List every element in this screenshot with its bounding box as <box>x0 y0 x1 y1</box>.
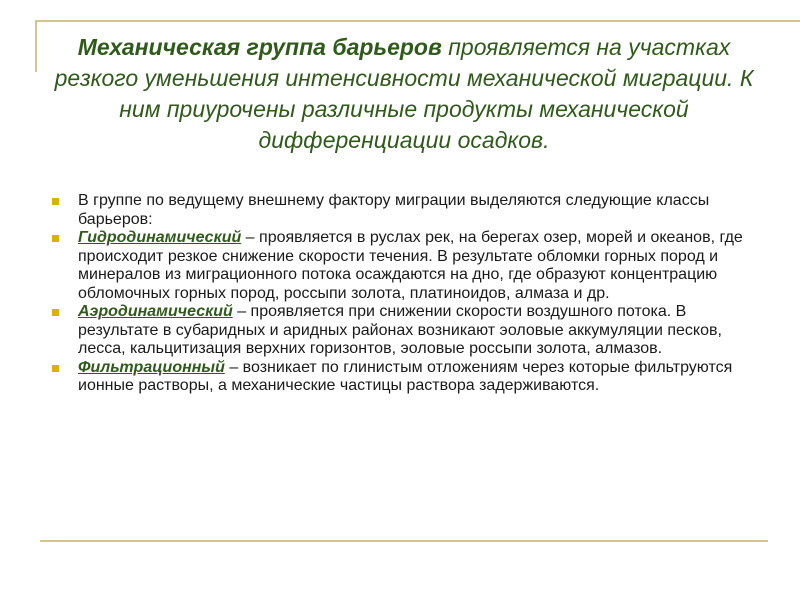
bullet-list <box>52 192 752 396</box>
item-text: – возникает по глинистым отложениям через которые фильтруются ионные растворы, а механические частицы раствора задерживаются. <box>78 358 733 394</box>
square-bullet-icon <box>52 365 59 372</box>
term-filtration: Фильтрационный <box>78 358 225 376</box>
item-text: В группе по ведущему внешнему фактору миграции выделяются следующие классы барьеров: <box>78 192 710 228</box>
square-bullet-icon <box>52 309 59 316</box>
list-item <box>52 229 752 303</box>
square-bullet-icon <box>52 198 59 205</box>
frame-bottom-line <box>40 540 768 542</box>
slide-title <box>52 32 756 156</box>
title-rest: проявляется на участках резкого уменьшения интенсивности механической миграции. К ним приурочены различные продукты механической дифференциации осадков. <box>54 34 754 153</box>
item-text: – проявляется при снижении скорости воздушного потока. В результате в субаридных и аридных районах возникают эоловые аккумуляции песков, лесса, кальцитизация верхних горизонтов, эоловые россыпи золота, алмазов. <box>78 303 722 357</box>
list-item <box>52 192 752 229</box>
frame-left-line <box>35 20 37 72</box>
list-item <box>52 359 752 396</box>
list-item <box>52 303 752 359</box>
term-hydrodynamic: Гидродинамический <box>78 229 242 246</box>
title-lead: Механическая группа барьеров <box>77 34 442 60</box>
item-text: – проявляется в руслах рек, на берегах озер, морей и океанов, где происходит резкое снижение скорости течения. В результате обломки горных пород и минералов из миграционного потока осаждаются на дно, где образуют концентрацию обломочных горных пород, россыпи золота, платиноидов, алмаза и др. <box>78 229 743 302</box>
frame-top-line <box>35 20 800 22</box>
square-bullet-icon <box>52 235 59 242</box>
term-aerodynamic: Аэродинамический <box>78 303 233 320</box>
